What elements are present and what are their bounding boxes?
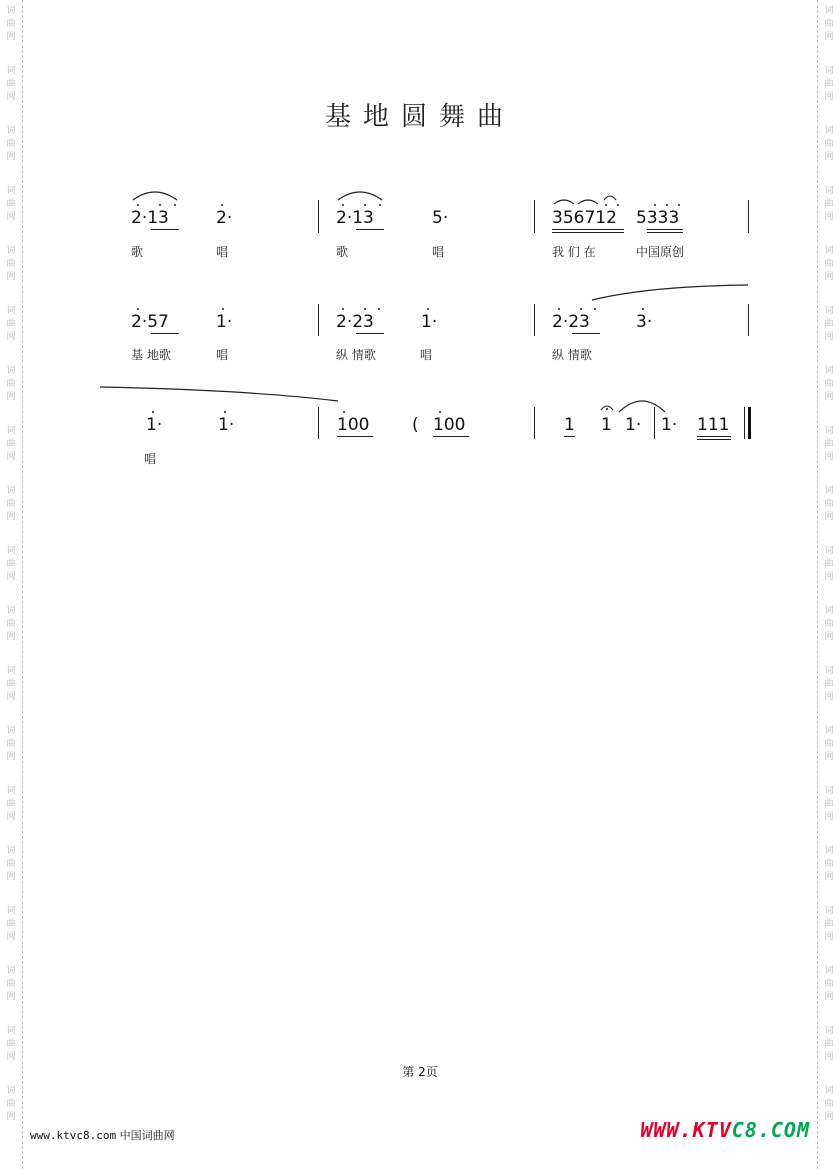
lyric: 唱	[216, 348, 229, 362]
bar-line	[534, 304, 535, 336]
watermark-char: 词	[824, 1026, 834, 1036]
octave-dot	[594, 308, 596, 310]
watermark-char: 曲	[6, 19, 16, 29]
note-group: 2·57	[131, 312, 169, 332]
logo-part: WWW.	[640, 1118, 693, 1142]
beam-underline	[552, 229, 624, 230]
bar-line	[318, 200, 319, 233]
watermark-char: 网	[6, 212, 16, 222]
watermark-char: 词	[824, 366, 834, 376]
watermark-char: 网	[6, 392, 16, 402]
watermark-char: 词	[824, 606, 834, 616]
watermark-char: 网	[6, 332, 16, 342]
watermark-char: 词	[6, 966, 16, 976]
watermark-char: 网	[824, 392, 834, 402]
watermark-char: 曲	[824, 679, 834, 689]
watermark-char: 词	[824, 726, 834, 736]
watermark-char: 网	[6, 872, 16, 882]
note-group: 1·	[661, 415, 678, 435]
note-group: 2·	[216, 208, 233, 228]
octave-dot	[580, 308, 582, 310]
watermark-char: 网	[824, 872, 834, 882]
watermark-char: 网	[6, 632, 16, 642]
lyric: 纵 情歌	[552, 348, 592, 362]
octave-dot	[666, 204, 668, 206]
paren-mark: (	[412, 415, 419, 435]
bar-line	[744, 407, 745, 439]
watermark-char: 词	[6, 366, 16, 376]
watermark-char: 网	[6, 992, 16, 1002]
slur-arc	[576, 196, 600, 206]
page-number: 第 2页	[402, 1065, 438, 1079]
watermark-char: 曲	[6, 379, 16, 389]
bar-line	[318, 407, 319, 439]
watermark-char: 网	[824, 752, 834, 762]
watermark-column-right	[822, 0, 836, 1169]
octave-dot	[654, 204, 656, 206]
octave-dot	[152, 411, 154, 413]
watermark-char: 曲	[6, 859, 16, 869]
beam-underline	[151, 229, 179, 230]
beam-underline	[697, 436, 731, 437]
watermark-char: 曲	[824, 379, 834, 389]
note-group: 2·13	[131, 208, 169, 228]
watermark-char: 网	[824, 332, 834, 342]
beam-underline	[552, 232, 624, 233]
watermark-char: 网	[6, 32, 16, 42]
watermark-char: 词	[6, 6, 16, 16]
watermark-char: 网	[824, 32, 834, 42]
octave-dot	[378, 308, 380, 310]
beam-underline	[647, 232, 683, 233]
note-group: 3·	[636, 312, 653, 332]
watermark-char: 词	[824, 666, 834, 676]
watermark-column-left	[4, 0, 18, 1169]
watermark-char: 词	[6, 1026, 16, 1036]
watermark-char: 曲	[824, 79, 834, 89]
watermark-char: 词	[824, 66, 834, 76]
watermark-char: 曲	[6, 439, 16, 449]
beam-underline	[647, 229, 683, 230]
watermark-char: 网	[824, 932, 834, 942]
note-group: 2·13	[336, 208, 374, 228]
lyric: 纵 情歌	[336, 348, 376, 362]
beam-underline	[697, 439, 731, 440]
watermark-char: 词	[6, 546, 16, 556]
note-group: 2·23	[336, 312, 374, 332]
watermark-char: 词	[6, 426, 16, 436]
watermark-char: 曲	[6, 1039, 16, 1049]
watermark-char: 曲	[6, 319, 16, 329]
watermark-char: 曲	[824, 739, 834, 749]
octave-dot	[379, 204, 381, 206]
beam-underline	[564, 436, 575, 437]
watermark-char: 曲	[824, 199, 834, 209]
watermark-char: 词	[824, 6, 834, 16]
watermark-char: 曲	[6, 499, 16, 509]
watermark-char: 网	[6, 452, 16, 462]
beam-underline	[356, 229, 384, 230]
watermark-char: 曲	[6, 739, 16, 749]
watermark-char: 曲	[824, 619, 834, 629]
watermark-char: 网	[824, 992, 834, 1002]
watermark-char: 网	[6, 272, 16, 282]
note-group: 1·	[421, 312, 438, 332]
slur-arc	[552, 196, 576, 206]
lyric: 唱	[420, 348, 433, 362]
watermark-char: 曲	[6, 1099, 16, 1109]
watermark-char: 曲	[824, 1039, 834, 1049]
octave-dot	[342, 308, 344, 310]
watermark-char: 词	[824, 306, 834, 316]
note-group: 5·	[432, 208, 449, 228]
watermark-char: 网	[6, 152, 16, 162]
slur-arc	[616, 394, 668, 414]
watermark-char: 曲	[824, 799, 834, 809]
watermark-char: 网	[6, 512, 16, 522]
note-group: 1	[564, 415, 575, 435]
song-title: 基地圆舞曲	[324, 102, 515, 132]
watermark-char: 曲	[6, 79, 16, 89]
watermark-char: 词	[6, 906, 16, 916]
watermark-char: 网	[824, 692, 834, 702]
watermark-char: 网	[824, 212, 834, 222]
watermark-char: 词	[824, 786, 834, 796]
logo-part: KTV	[692, 1118, 732, 1142]
lyric: 基 地歌	[131, 348, 171, 362]
octave-dot	[427, 308, 429, 310]
logo-part: .COM	[757, 1118, 810, 1142]
watermark-char: 网	[824, 152, 834, 162]
watermark-char: 曲	[824, 499, 834, 509]
watermark-char: 词	[824, 966, 834, 976]
note-group: 111	[697, 415, 730, 435]
note-group: 5333	[636, 208, 680, 228]
beam-underline	[433, 436, 469, 437]
site-logo[interactable]	[640, 1118, 810, 1142]
octave-dot	[137, 308, 139, 310]
watermark-char: 词	[6, 186, 16, 196]
note-group: 100	[433, 415, 466, 435]
footer-url[interactable]: www.ktvc8.com	[30, 1129, 117, 1142]
watermark-char: 词	[6, 786, 16, 796]
watermark-char: 词	[6, 486, 16, 496]
lyric: 唱	[216, 245, 229, 259]
logo-part: C8	[731, 1118, 758, 1142]
watermark-char: 网	[6, 1052, 16, 1062]
watermark-char: 曲	[824, 979, 834, 989]
margin-guide-left	[22, 0, 23, 1169]
octave-dot	[678, 204, 680, 206]
bar-line	[534, 407, 535, 439]
watermark-char: 词	[6, 306, 16, 316]
bar-line	[318, 304, 319, 336]
octave-dot	[159, 204, 161, 206]
watermark-char: 曲	[824, 1099, 834, 1109]
note-group: 1·	[216, 312, 233, 332]
watermark-char: 词	[6, 1086, 16, 1096]
lyric: 歌	[131, 245, 144, 259]
footer-source	[30, 1127, 175, 1143]
beam-underline	[356, 333, 384, 334]
watermark-char: 网	[824, 512, 834, 522]
watermark-char: 网	[6, 692, 16, 702]
watermark-char: 曲	[824, 319, 834, 329]
watermark-char: 曲	[6, 799, 16, 809]
bar-line	[534, 200, 535, 233]
footer-site-name: 中国词曲网	[119, 1129, 175, 1142]
tie-curve	[590, 282, 750, 302]
note-group: 1·	[146, 415, 163, 435]
watermark-char: 词	[824, 906, 834, 916]
note-group: 100	[337, 415, 370, 435]
watermark-char: 网	[824, 272, 834, 282]
watermark-char: 曲	[824, 919, 834, 929]
note-group: 356712	[552, 208, 617, 228]
lyric: 歌	[336, 245, 349, 259]
octave-dot	[137, 204, 139, 206]
slur-arc	[602, 192, 618, 202]
octave-dot	[642, 308, 644, 310]
watermark-char: 曲	[6, 919, 16, 929]
fermata-icon	[599, 402, 615, 412]
lyric: 我 们 在	[552, 245, 596, 259]
beam-underline	[151, 333, 179, 334]
octave-dot	[439, 411, 441, 413]
watermark-char: 曲	[6, 259, 16, 269]
slur-arc	[130, 186, 180, 202]
watermark-char: 网	[824, 92, 834, 102]
watermark-char: 词	[824, 246, 834, 256]
watermark-char: 曲	[824, 139, 834, 149]
watermark-char: 网	[824, 572, 834, 582]
watermark-char: 曲	[824, 859, 834, 869]
watermark-char: 曲	[824, 259, 834, 269]
slur-arc	[335, 186, 385, 202]
watermark-char: 曲	[6, 679, 16, 689]
watermark-char: 网	[6, 92, 16, 102]
watermark-char: 词	[6, 666, 16, 676]
watermark-char: 网	[824, 1052, 834, 1062]
watermark-char: 词	[6, 846, 16, 856]
watermark-char: 词	[6, 606, 16, 616]
watermark-char: 曲	[6, 199, 16, 209]
tie-curve	[98, 384, 340, 404]
octave-dot	[558, 308, 560, 310]
watermark-char: 词	[824, 846, 834, 856]
bar-line	[748, 200, 749, 233]
watermark-char: 词	[824, 1086, 834, 1096]
octave-dot	[617, 204, 619, 206]
lyric: 唱	[432, 245, 445, 259]
watermark-char: 曲	[824, 19, 834, 29]
note-group: 1	[601, 415, 612, 435]
watermark-char: 曲	[6, 979, 16, 989]
beam-underline	[572, 333, 600, 334]
octave-dot	[605, 204, 607, 206]
watermark-char: 词	[6, 246, 16, 256]
octave-dot	[364, 308, 366, 310]
watermark-char: 词	[824, 546, 834, 556]
watermark-char: 网	[824, 1112, 834, 1122]
watermark-char: 曲	[824, 559, 834, 569]
watermark-char: 曲	[6, 559, 16, 569]
watermark-char: 网	[6, 932, 16, 942]
watermark-char: 网	[6, 572, 16, 582]
octave-dot	[342, 204, 344, 206]
watermark-char: 词	[6, 726, 16, 736]
watermark-char: 网	[6, 812, 16, 822]
margin-guide-right	[817, 0, 818, 1169]
watermark-char: 网	[6, 1112, 16, 1122]
watermark-char: 词	[6, 66, 16, 76]
lyric: 中国原创	[636, 245, 685, 259]
bar-line	[748, 304, 749, 336]
note-group: 2·23	[552, 312, 590, 332]
octave-dot	[343, 411, 345, 413]
watermark-char: 网	[824, 632, 834, 642]
watermark-char: 曲	[6, 619, 16, 629]
octave-dot	[224, 411, 226, 413]
octave-dot	[174, 204, 176, 206]
watermark-char: 词	[6, 126, 16, 136]
watermark-char: 网	[6, 752, 16, 762]
beam-underline	[337, 436, 373, 437]
watermark-char: 词	[824, 426, 834, 436]
octave-dot	[364, 204, 366, 206]
watermark-char: 网	[824, 452, 834, 462]
watermark-char: 词	[824, 186, 834, 196]
note-group: 1·	[625, 415, 642, 435]
watermark-char: 网	[824, 812, 834, 822]
octave-dot	[222, 308, 224, 310]
watermark-char: 曲	[6, 139, 16, 149]
octave-dot	[221, 204, 223, 206]
watermark-char: 词	[824, 126, 834, 136]
final-bar-line	[748, 407, 751, 439]
watermark-char: 词	[824, 486, 834, 496]
note-group: 1·	[218, 415, 235, 435]
lyric: 唱	[144, 452, 157, 466]
watermark-char: 曲	[824, 439, 834, 449]
